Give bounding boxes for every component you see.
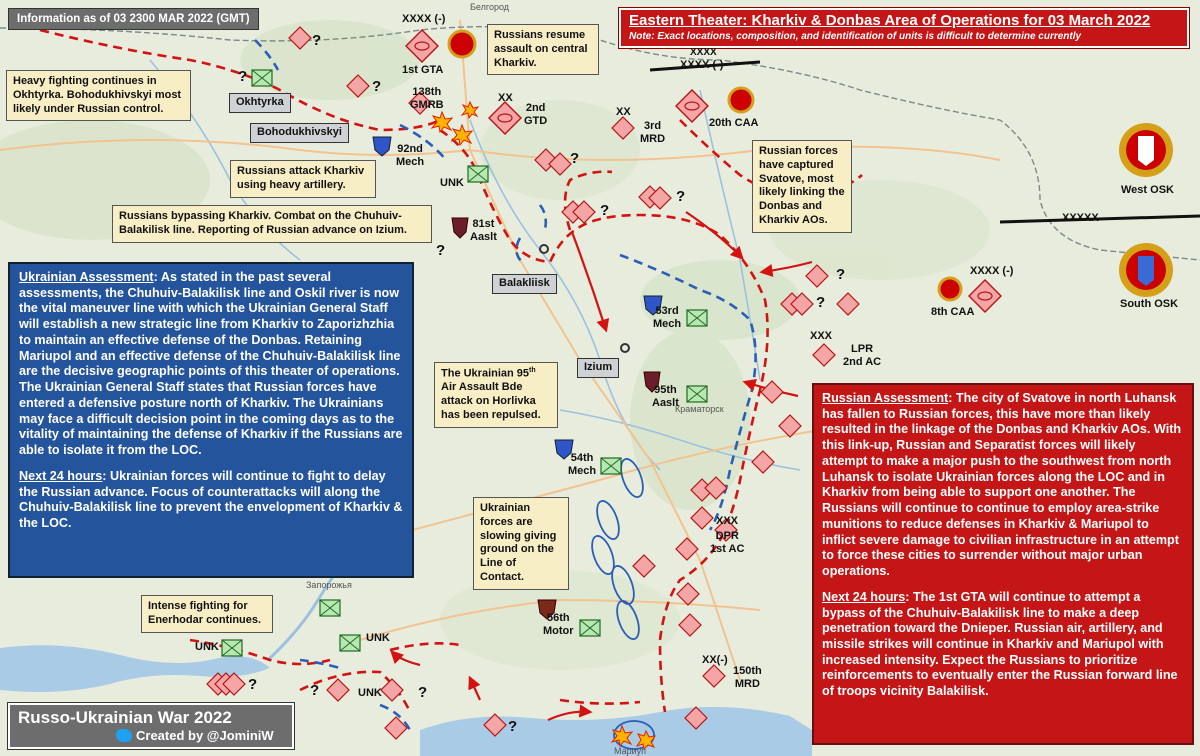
label-dpr-line2: 1st AC [710,542,745,555]
note-bypassing: Russians bypassing Kharkiv. Combat on the Chuhuiv-Balakilisk line. Reporting of Russian advance on Izium. [112,205,432,243]
echelon-150th: XX(-) [702,654,728,666]
note-okhtyrka: Heavy fighting continues in Okhtyrka. Bohodukhivskyi most likely under Russian control. [6,70,191,121]
info-timestamp: Information as of 03 2300 MAR 2022 (GMT) [8,8,259,30]
map-note: Note: Exact locations, composition, and identification of units is difficult to determine currently [629,30,1082,42]
credit-box [8,703,294,749]
question-mark: ? [436,242,446,259]
twitter-icon [116,729,132,742]
ru-next-heading: Next 24 hours [822,589,906,604]
place-bohodukhivskyi: Bohodukhivskyi [250,123,349,143]
question-mark: ? [238,68,248,85]
note-enerhodar: Intense fighting for Enerhodar continues. [141,595,273,633]
label-56th-line2: Motor [543,624,574,637]
label-8th-caa: 8th CAA [931,306,975,318]
note-attack-kharkiv: Russians attack Kharkiv using heavy artillery. [230,160,376,198]
credit-byline: Created by @JominiW [136,728,274,744]
city-kramatorsk: Краматорск [675,404,724,414]
label-2nd-line1: 2nd [525,102,546,114]
label-2nd-gtd [524,102,547,127]
label-west-osk: West OSK [1121,184,1174,196]
label-unk-kharkiv: UNK [440,177,464,189]
label-150th-line1: 150th [733,665,762,677]
label-56th-line1: 56th [546,612,570,624]
label-3rd-line1: 3rd [643,120,662,132]
label-92nd-line2: Mech [396,155,425,168]
label-1st-gta: 1st GTA [402,64,444,76]
credit-title: Russo-Ukrainian War 2022 [18,708,232,727]
label-south-osk: South OSK [1120,298,1179,310]
question-mark: ? [676,188,686,205]
echelon-2nd-gtd: XX [498,92,513,104]
ua-next-heading: Next 24 hours [19,468,103,483]
city-belgorod: Белгород [470,2,510,12]
place-izium: Izium [577,358,619,378]
label-lpr-line2: 2nd AC [843,355,882,368]
label-2nd-line2: GTD [524,114,548,127]
question-mark: ? [816,294,826,311]
label-138th-line1: 138th [412,86,442,98]
label-53rd-line2: Mech [653,317,682,330]
label-95th-line1: 95th [654,384,677,396]
question-mark: ? [312,32,322,49]
label-dpr-line1: DPR [715,530,739,542]
label-unk-enerhodar: UNK [366,632,390,644]
label-150th-mrd [733,665,762,690]
question-mark: ? [372,78,382,95]
label-81st-line1: 81st [472,218,495,230]
ua-next-body: : Ukrainian forces will continue to fight to delay the Russian advance. Focus of counterattacks will along the Chuhuiv-Balakilisk line to prevent the envelopment of Kharkiv & the LOC. [19,468,403,531]
question-mark: ? [248,676,258,693]
note-horlivka-prefix: The Ukrainian 95 [441,367,530,380]
question-mark: ? [570,150,580,167]
echelon-army-boundary: XXXX [690,47,717,58]
ua-assessment-body: : As stated in the past several assessments, the Chuhuiv-Balakilisk line and Oskil river is now the vital maneuver line with which the Ukrainian General Staff will establish a new strategic line from Kharkiv to Zaporizhzhia to maintain an effective defense of the Donbas. Retaining Mariupol and an effective defense of the Chuhuiv-Balakilisk line are the decisive geographic points of this theater of operations. The Ukrainian General Staff states that Russian forces have entered a defensive posture north of Kharkiv. The Ukrainians may face a difficult decision point in the coming days as to the vitality of maintaining the defense of Kharkiv if the Russians are able to isolate it from the LOC. [19,270,403,458]
note-resume-assault: Russians resume assault on central Kharkiv. [487,24,599,75]
question-mark: ? [508,718,518,735]
place-balakliisk: Balakliisk [492,274,557,294]
credit-line [116,728,284,744]
label-20th-caa: 20th CAA [709,117,759,129]
label-81st-line2: Aaslt [470,230,497,243]
label-56th-motor [543,612,574,637]
label-dpr [710,530,744,555]
ru-assessment-heading: Russian Assessment [822,391,949,405]
label-unk-dnieper: UNK [195,641,219,653]
echelon-3rd-mrd: XX [616,106,631,118]
label-3rd-mrd [640,120,665,145]
question-mark: ? [418,684,428,701]
echelon-20th-caa: XXXX (-) [680,59,724,71]
map-title-box [619,8,1189,48]
echelon-dpr: XXX [716,515,739,527]
echelon-1st-gta: XXXX (-) [402,13,446,25]
label-unk-south: UNK [358,687,382,699]
map-title: Eastern Theater: Kharkiv & Donbas Area of Operations for 03 March 2022 [629,12,1151,29]
ua-assessment-heading: Ukrainian Assessment [19,270,154,284]
ru-assessment-body: : The city of Svatove in north Luhansk has fallen to Russian forces, this have more than likely resulted in the linkage of the Donbas and Kharkiv AOs. With this link-up, Russian and Separatist forces will likely attempt to make a major push to the southwest from north Luhansk to isolate Ukrainian forces along the LOC and in Kharkiv from being able to support one another. The Russians will continue to continue to employ area-strike munitions to reduce defenses in Kharkiv & Mariupol to inflict severe damage to civilian infrastructure in an attempt to force these cities to surrender without major urban operations. [822,391,1182,579]
ukrainian-assessment-box [8,262,414,578]
note-horlivka-rest: Air Assault Bde attack on Horlivka has been repulsed. [441,381,541,421]
label-138th-line2: GMRB [410,98,444,111]
label-95th-line2: Aaslt [652,396,679,409]
ru-next-para [822,590,1184,700]
label-lpr-line1: LPR [851,343,874,355]
label-138th-gmrb [410,86,444,111]
label-53rd-line1: 53rd [655,305,679,317]
label-54th-line2: Mech [568,464,597,477]
label-lpr [843,343,881,368]
question-mark: ? [310,682,320,699]
russian-assessment-box [812,383,1194,745]
place-okhtyrka: Okhtyrka [229,93,291,113]
city-mariupol: Мариуп [614,746,647,756]
note-svatove: Russian forces have captured Svatove, most likely linking the Donbas and Kharkiv AOs. [752,140,852,233]
echelon-8th-caa: XXXX (-) [970,265,1014,277]
note-horlivka-sup: th [529,367,536,374]
label-92nd-mech [396,143,424,168]
note-horlivka [434,362,558,428]
label-53rd-mech [653,305,681,330]
label-54th-mech [568,452,596,477]
echelon-lpr: XXX [810,330,833,342]
echelon-front: XXXXX [1062,212,1099,224]
label-54th-line1: 54th [570,452,594,464]
question-mark: ? [600,202,610,219]
question-mark: ? [836,266,846,283]
city-zaporizhzhia: Запорожья [306,580,352,590]
label-81st-aaslt [470,218,497,243]
note-line-of-contact: Ukrainian forces are slowing giving ground on the Line of Contact. [473,497,569,590]
ua-next-para [19,469,403,532]
ua-assessment-para [19,270,403,459]
ru-next-body: : The 1st GTA will continue to attempt a bypass of the Chuhuiv-Balakilisk line to make a deep penetration toward the Dnieper. Russian air, artillery, and missile strikes will continue in Kharkiv and Mariupol with increased intensity. Expect the Russians to prioritize reinforcements to eventually enter the Russian forward line of troops vicinity Balakilisk. [822,589,1178,699]
ru-assessment-para [822,391,1184,580]
label-150th-line2: MRD [734,677,760,690]
label-92nd-line1: 92nd [397,143,423,155]
label-95th-aaslt [652,384,679,409]
label-3rd-line2: MRD [640,132,666,145]
